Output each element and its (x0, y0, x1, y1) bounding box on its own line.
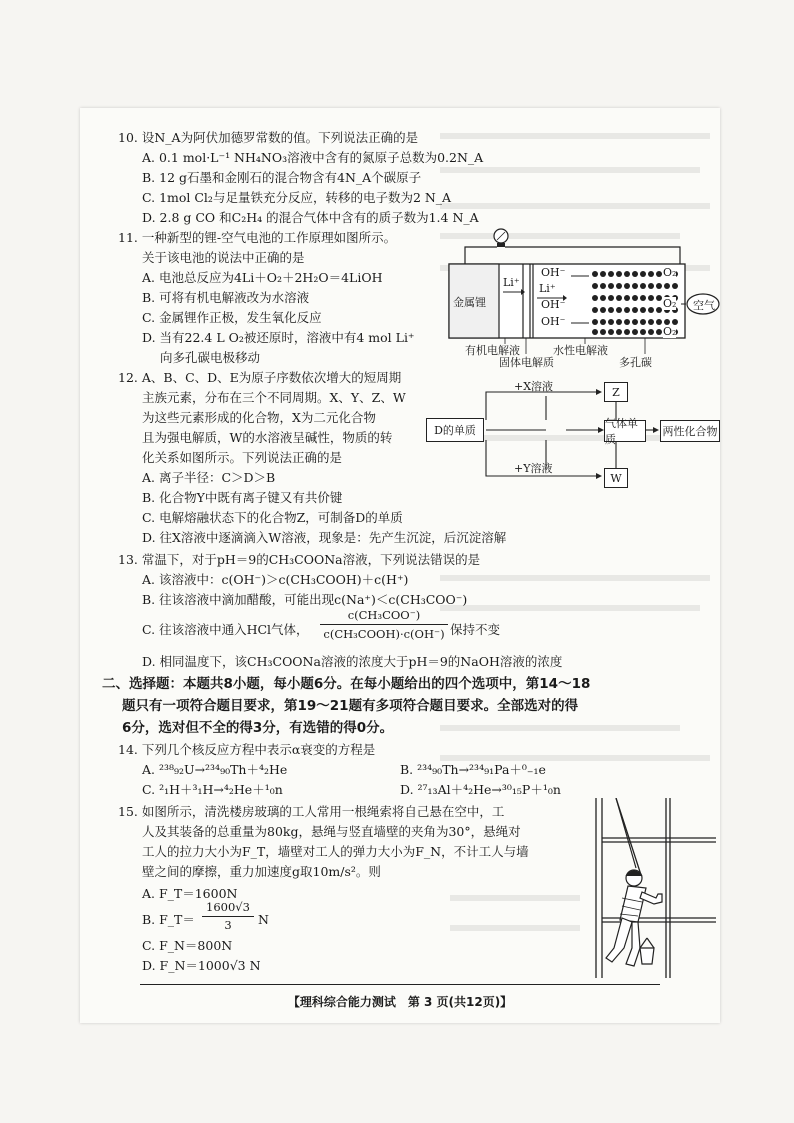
q13-option-c-numerator: c(CH₃COO⁻) (347, 608, 421, 622)
d-element-box: D的单质 (426, 418, 484, 442)
q15-option-b-numerator: 1600√3 (206, 900, 250, 914)
q11-stem: 11. 一种新型的锂-空气电池的工作原理如图所示。 (118, 230, 397, 245)
conversion-diagram (426, 380, 720, 500)
porous-carbon-label: 多孔碳 (619, 356, 652, 369)
q15-stem-4: 壁之间的摩擦，重力加速度g取10m/s²。则 (142, 864, 381, 879)
q15-stem-3: 工人的拉力大小为F_T，墙壁对工人的弹力大小为F_N，不计工人与墙 (142, 844, 529, 859)
q13-fraction-bar (320, 624, 448, 625)
q13-stem: 13. 常温下，对于pH＝9的CH₃COONa溶液，下列说法错误的是 (118, 552, 481, 567)
q11-option-d: D. 当有22.4 L O₂被还原时，溶液中有4 mol Li⁺ (142, 330, 415, 345)
q13-option-c-suffix: 保持不变 (450, 622, 501, 637)
q14-stem: 14. 下列几个核反应方程中表示α衰变的方程是 (118, 742, 376, 757)
oh-label-1: OH⁻ (541, 266, 566, 279)
oh-label-2: OH⁻ (541, 298, 566, 311)
plus-x-label: +X溶液 (514, 380, 554, 393)
q12-option-a: A. 离子半径：C＞D＞B (142, 470, 276, 485)
q12-option-d: D. 往X溶液中逐滴滴入W溶液，现象是：先产生沉淀，后沉淀溶解 (142, 530, 507, 545)
q13-option-c-prefix: C. 往该溶液中通入HCl气体， (142, 622, 309, 637)
q12-stem-5: 化关系如图所示。下列说法正确的是 (142, 450, 343, 465)
q10-option-b: B. 12 g石墨和金刚石的混合物含有4N_A个碳原子 (142, 170, 422, 185)
q13-option-b: B. 往该溶液中滴加醋酸，可能出现c(Na⁺)＜c(CH₃COO⁻) (142, 592, 468, 607)
q14-option-a: A. ²³⁸₉₂U→²³⁴₉₀Th＋⁴₂He (142, 762, 288, 777)
o2-label-3: O₂ (663, 325, 677, 338)
q10-option-d: D. 2.8 g CO 和C₂H₄ 的混合气体中含有的质子数为1.4 N_A (142, 210, 479, 225)
exam-page (80, 108, 720, 1023)
q15-option-b-denominator: 3 (224, 918, 232, 932)
q15-option-b-suffix: N (258, 912, 269, 927)
q15-option-c: C. F_N＝800N (142, 938, 233, 953)
q15-option-d: D. F_N＝1000√3 N (142, 958, 261, 973)
amphoteric-compound-box: 两性化合物 (660, 420, 720, 442)
q14-option-d: D. ²⁷₁₃Al＋⁴₂He→³⁰₁₅P＋¹₀n (400, 782, 561, 797)
section-2-line-2: 题只有一项符合题目要求，第19～21题有多项符合题目要求。全部选对的得 (122, 698, 579, 714)
q11-option-b: B. 可将有机电解液改为水溶液 (142, 290, 310, 305)
q15-option-b-prefix: B. F_T＝ (142, 912, 195, 927)
metal-li-label: 金属锂 (453, 296, 486, 309)
o2-label-1: O₂ (663, 266, 677, 279)
li-ion-label-2: Li⁺ (539, 282, 556, 295)
q12-stem-1: 12. A、B、C、D、E为原子序数依次增大的短周期 (118, 370, 402, 385)
window-cleaner-illustration (576, 798, 716, 978)
q11-option-c: C. 金属锂作正极，发生氧化反应 (142, 310, 322, 325)
air-label: 空气 (693, 299, 715, 312)
q15-stem-1: 15. 如图所示，清洗楼房玻璃的工人常用一根绳索将自己悬在空中，工 (118, 804, 505, 819)
q12-stem-3: 为这些元素形成的化合物，X为二元化合物 (142, 410, 376, 425)
z-box: Z (604, 382, 628, 402)
q15-stem-2: 人及其装备的总重量为80kg，悬绳与竖直墙壁的夹角为30°，悬绳对 (142, 824, 521, 839)
section-2-line-1: 二、选择题：本题共8小题，每小题6分。在每小题给出的四个选项中，第14～18 (102, 676, 591, 692)
q12-stem-2: 主族元素，分布在三个不同周期。X、Y、Z、W (142, 390, 406, 405)
q14-option-b: B. ²³⁴₉₀Th→²³⁴₉₁Pa＋⁰₋₁e (400, 762, 546, 777)
q13-option-d: D. 相同温度下，该CH₃COONa溶液的浓度大于pH＝9的NaOH溶液的浓度 (142, 654, 563, 669)
section-2-line-3: 6分，选对但不全的得3分，有选错的得0分。 (122, 720, 394, 736)
footer-rule (140, 984, 660, 985)
oh-label-3: OH⁻ (541, 315, 566, 328)
aqueous-electrolyte-label: 水性电解液 (553, 344, 608, 357)
w-box: W (604, 468, 628, 488)
q12-option-b: B. 化合物Y中既有离子键又有共价键 (142, 490, 343, 505)
q15-option-a: A. F_T＝1600N (142, 886, 238, 901)
o2-label-2: O₂ (663, 297, 677, 310)
q10-stem: 10. 设N_A为阿伏加德罗常数的值。下列说法正确的是 (118, 130, 419, 145)
organic-electrolyte-label: 有机电解液 (465, 344, 520, 357)
q15-fraction-bar (202, 916, 254, 917)
q13-option-c-denominator: c(CH₃COOH)·c(OH⁻) (323, 627, 445, 641)
page-footer: 【理科综合能力测试 第 3 页(共12页)】 (287, 995, 513, 1009)
q11-stem-2: 关于该电池的说法中正确的是 (142, 250, 305, 265)
battery-diagram (445, 226, 720, 369)
q12-option-c: C. 电解熔融状态下的化合物Z，可制备D的单质 (142, 510, 403, 525)
q10-option-a: A. 0.1 mol·L⁻¹ NH₄NO₃溶液中含有的氮原子总数为0.2N_A (142, 150, 484, 165)
q14-option-c: C. ²₁H＋³₁H→⁴₂He＋¹₀n (142, 782, 283, 797)
q12-stem-4: 且为强电解质，W的水溶液呈碱性，物质的转 (142, 430, 393, 445)
li-ion-label-1: Li⁺ (503, 276, 520, 289)
q11-option-d-cont: 向多孔碳电极移动 (160, 350, 261, 365)
gas-element-box: 气体单质 (604, 420, 646, 442)
q11-option-a: A. 电池总反应为4Li＋O₂＋2H₂O＝4LiOH (142, 270, 383, 285)
q10-option-c: C. 1mol Cl₂与足量铁充分反应，转移的电子数为2 N_A (142, 190, 452, 205)
plus-y-label: +Y溶液 (514, 462, 553, 475)
q13-option-a: A. 该溶液中：c(OH⁻)＞c(CH₃COOH)＋c(H⁺) (142, 572, 409, 587)
solid-electrolyte-label: 固体电解质 (499, 356, 554, 369)
